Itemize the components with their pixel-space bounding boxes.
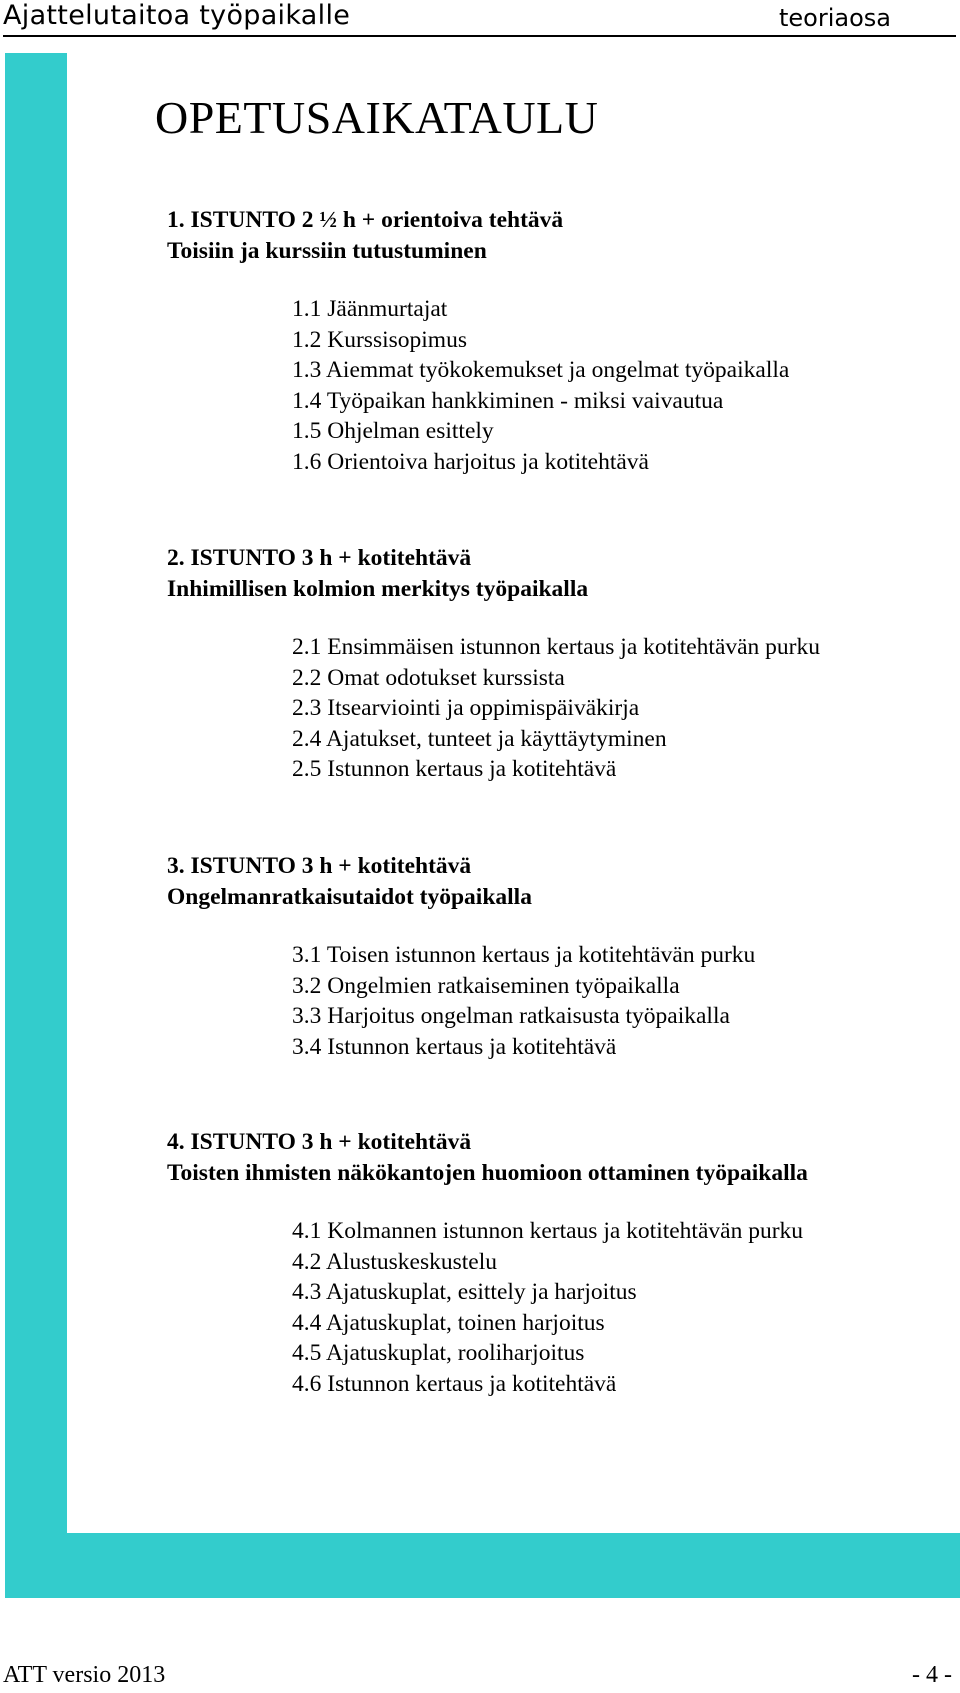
page-title: OPETUSAIKATAULU [155,92,599,143]
session-heading: 3. ISTUNTO 3 h + kotitehtävä [167,853,472,879]
header-title: Ajattelutaitoa työpaikalle [3,0,351,31]
list-item: 4.2 Alustuskeskustelu [292,1248,497,1275]
header-section-label: teoriaosa [779,4,891,32]
session-2 [167,543,821,783]
list-item: 1.5 Ohjelman esittely [292,418,494,445]
list-item: 2.3 Itsearviointi ja oppimispäiväkirja [292,695,640,722]
list-item: 2.4 Ajatukset, tunteet ja käyttäytyminen [292,725,667,752]
list-item: 4.6 Istunnon kertaus ja kotitehtävä [292,1370,617,1397]
session-item-list [292,632,820,785]
list-item: 1.3 Aiemmat työkokemukset ja ongelmat työpaikalla [292,357,790,384]
content-panel [67,53,960,1533]
list-item: 1.1 Jäänmurtajat [292,296,448,322]
session-heading: 2. ISTUNTO 3 h + kotitehtävä [167,545,472,571]
session-1 [167,205,790,475]
session-3 [167,851,756,1060]
session-subtitle: Ongelmanratkaisutaidot työpaikalla [167,884,532,910]
list-item: 2.2 Omat odotukset kurssista [292,664,565,691]
footer-page-number: - 4 - [912,1662,952,1688]
session-heading: 1. ISTUNTO 2 ½ h + orientoiva tehtävä [167,207,564,233]
list-item: 4.1 Kolmannen istunnon kertaus ja kotitehtävän purku [292,1218,804,1244]
session-subtitle: Inhimillisen kolmion merkitys työpaikalla [167,576,589,602]
list-item: 1.2 Kurssisopimus [292,326,467,353]
list-item: 2.5 Istunnon kertaus ja kotitehtävä [292,756,617,783]
session-item-list [292,294,789,478]
list-item: 3.4 Istunnon kertaus ja kotitehtävä [292,1033,617,1060]
list-item: 4.4 Ajatuskuplat, toinen harjoitus [292,1309,605,1336]
session-4 [167,1127,808,1397]
content-frame [5,53,960,1598]
list-item: 2.1 Ensimmäisen istunnon kertaus ja kotitehtävän purku [292,634,821,660]
session-item-list [292,940,755,1062]
list-item: 1.4 Työpaikan hankkiminen - miksi vaivautua [292,387,724,414]
session-heading: 4. ISTUNTO 3 h + kotitehtävä [167,1129,472,1155]
header-rule [3,35,956,37]
session-item-list [292,1216,803,1400]
list-item: 4.5 Ajatuskuplat, rooliharjoitus [292,1340,585,1367]
list-item: 3.2 Ongelmien ratkaiseminen työpaikalla [292,972,680,999]
list-item: 4.3 Ajatuskuplat, esittely ja harjoitus [292,1279,637,1306]
session-subtitle: Toisiin ja kurssiin tutustuminen [167,238,487,264]
list-item: 1.6 Orientoiva harjoitus ja kotitehtävä [292,448,649,475]
page-header [0,0,960,36]
footer-version: ATT versio 2013 [3,1662,166,1688]
session-subtitle: Toisten ihmisten näkökantojen huomioon ottaminen työpaikalla [167,1160,808,1186]
list-item: 3.3 Harjoitus ongelman ratkaisusta työpaikalla [292,1003,730,1030]
list-item: 3.1 Toisen istunnon kertaus ja kotitehtävän purku [292,942,756,968]
